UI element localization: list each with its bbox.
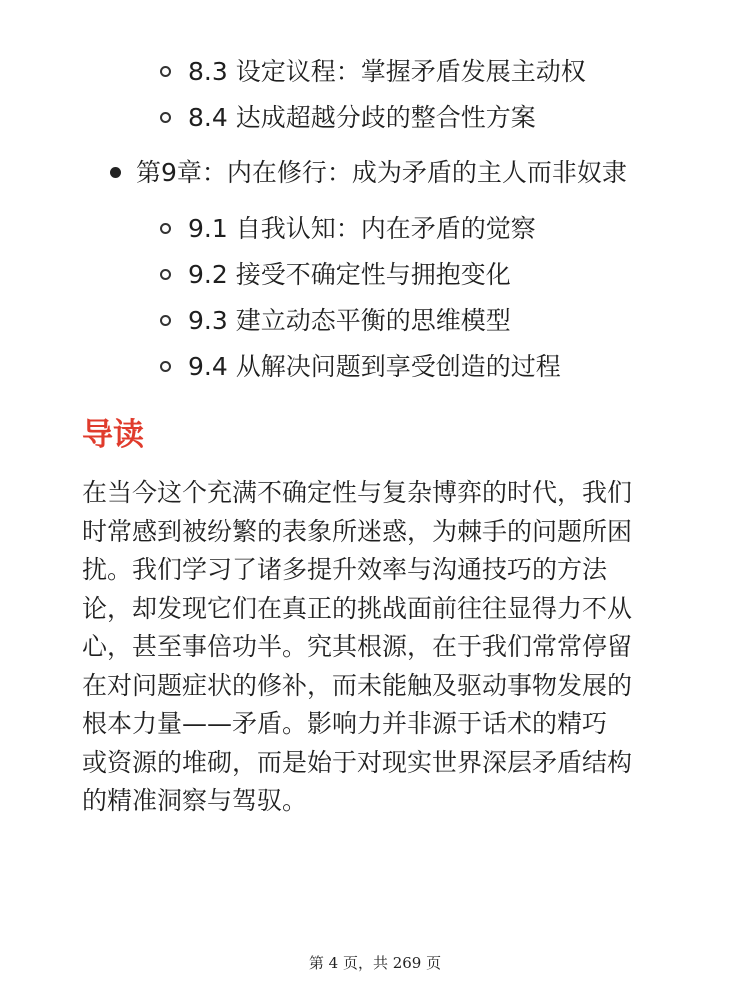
- chapter-8-subsection-list: [160, 49, 586, 141]
- hollow-bullet-icon: [160, 269, 171, 280]
- hollow-bullet-icon: [160, 223, 171, 234]
- toc-item-9-3[interactable]: [160, 298, 561, 344]
- chapter-title: 第9章：内在修行：成为矛盾的主人而非奴隶: [136, 158, 627, 187]
- intro-line: 时常感到被纷繁的表象所迷惑，为棘手的问题所困: [82, 516, 633, 546]
- toc-chapter-9[interactable]: [110, 150, 627, 196]
- page-indicator: 第 4 页，共 269 页: [308, 954, 442, 972]
- intro-line: 根本力量——矛盾。影响力并非源于话术的精巧: [82, 709, 608, 738]
- hollow-bullet-icon: [160, 112, 171, 123]
- hollow-bullet-icon: [160, 361, 171, 372]
- toc-item-8-3[interactable]: [160, 49, 586, 95]
- intro-line: 在对问题症状的修补，而未能触及驱动事物发展的: [82, 670, 633, 700]
- toc-item-label: 9.1 自我认知：内在矛盾的觉察: [188, 214, 536, 243]
- intro-line: 在当今这个充满不确定性与复杂博弈的时代，我们: [82, 478, 633, 507]
- intro-heading: 导读: [82, 417, 144, 453]
- toc-item-9-2[interactable]: [160, 252, 561, 298]
- toc-item-label: 9.4 从解决问题到享受创造的过程: [188, 352, 561, 381]
- hollow-bullet-icon: [160, 315, 171, 326]
- intro-line: 或资源的堆砌，而是始于对现实世界深层矛盾结构: [82, 747, 633, 777]
- toc-item-9-1[interactable]: [160, 206, 561, 252]
- intro-line: 论，却发现它们在真正的挑战面前往往显得力不从: [82, 593, 633, 623]
- toc-item-label: 8.4 达成超越分歧的整合性方案: [188, 103, 536, 132]
- toc-item-label: 9.2 接受不确定性与拥抱变化: [188, 260, 511, 289]
- intro-line: 的精准洞察与驾驭。: [82, 786, 308, 815]
- toc-item-8-4[interactable]: [160, 95, 586, 141]
- intro-paragraph: [82, 474, 672, 821]
- intro-line: 心，甚至事倍功半。究其根源，在于我们常常停留: [82, 632, 633, 661]
- toc-item-9-4[interactable]: [160, 344, 561, 390]
- hollow-bullet-icon: [160, 66, 171, 77]
- intro-line: 扰。我们学习了诸多提升效率与沟通技巧的方法: [82, 555, 608, 584]
- toc-item-label: 9.3 建立动态平衡的思维模型: [188, 306, 511, 335]
- chapter-9-subsection-list: [160, 206, 561, 390]
- solid-bullet-icon: [110, 167, 121, 178]
- toc-item-label: 8.3 设定议程：掌握矛盾发展主动权: [188, 57, 586, 86]
